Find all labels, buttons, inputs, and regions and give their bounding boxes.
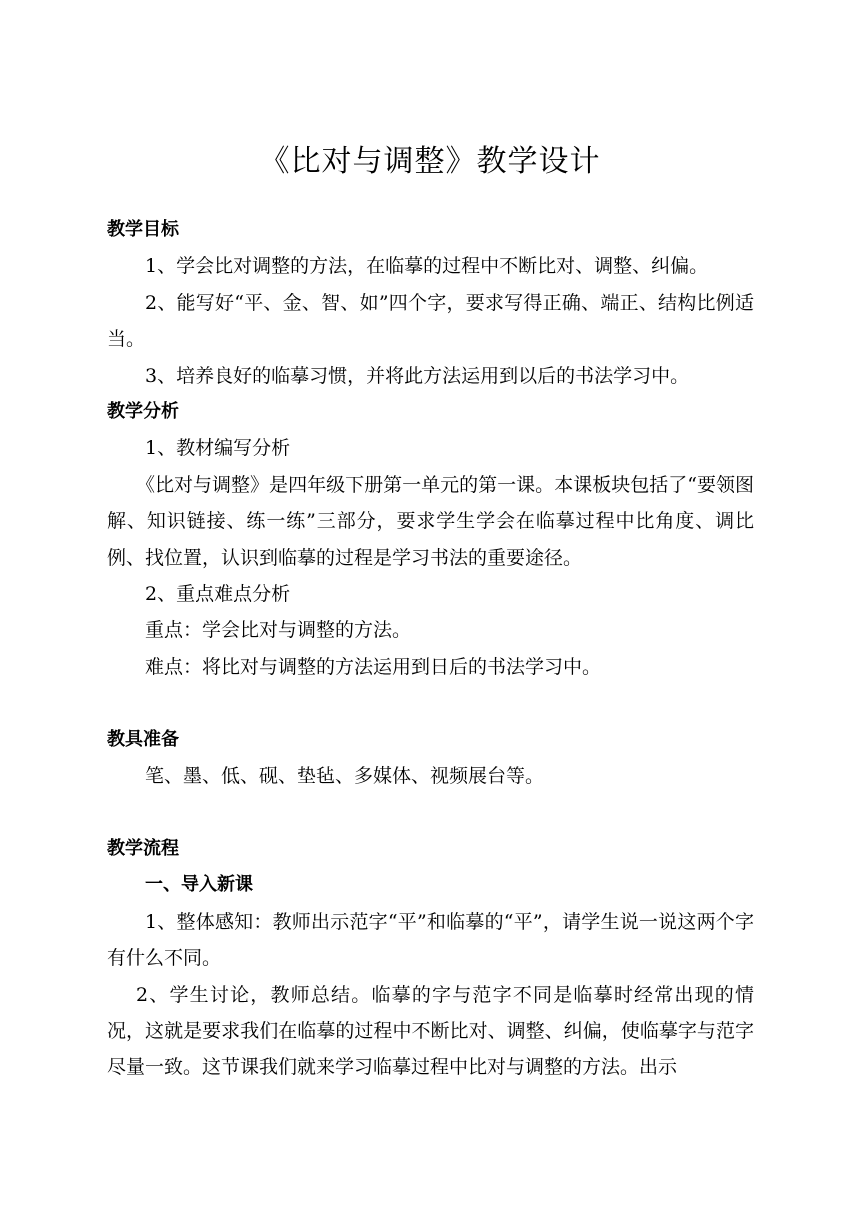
spacer: [107, 794, 754, 830]
process-heading: 教学流程: [107, 837, 179, 859]
process-paragraph-2: 2、学生讨论，教师总结。临摹的字与范字不同是临摹时经常出现的情况，这就是要求我们在临摹的过程中不断比对、调整、纠偏，使临摹字与范字尽量一致。这节课我们就来学习临摹过程中比对与调整的方法。出示: [107, 983, 754, 1079]
materials-heading: 教具准备: [107, 728, 179, 750]
analysis-heading: 教学分析: [107, 401, 179, 423]
document-title: 《比对与调整》教学设计: [259, 144, 601, 179]
objective-item-1: 1、学会比对调整的方法，在临摹的过程中不断比对、调整、纠偏。: [145, 255, 709, 278]
analysis-paragraph: 《比对与调整》是四年级下册第一单元的第一课。本课板块包括了“要领图解、知识链接、练一练”三部分，要求学生学会在临摹过程中比角度、调比例、找位置，认识到临摹的过程是学习书法的重要途径。: [107, 473, 754, 569]
objectives-heading: 教学目标: [107, 219, 179, 240]
key-point: 重点：学会比对与调整的方法。: [145, 619, 412, 642]
objective-item-3: 3、培养良好的临摹习惯，并将此方法运用到以后的书法学习中。: [145, 364, 690, 387]
objective-item-2: 2、能写好“平、金、智、如”四个字，要求写得正确、端正、结构比例适当。: [107, 291, 754, 351]
analysis-subheading-1: 1、教材编写分析: [145, 437, 291, 460]
spacer: [107, 685, 754, 721]
process-step-1: 一、导入新课: [145, 874, 253, 896]
materials-text: 笔、墨、低、砚、垫毡、多媒体、视频展台等。: [145, 765, 545, 788]
process-paragraph-1: 1、整体感知：教师出示范字“平”和临摹的“平”，请学生说一说这两个字有什么不同。: [107, 910, 754, 970]
document-body: [107, 212, 754, 1086]
difficulty-point: 难点：将比对与调整的方法运用到日后的书法学习中。: [145, 655, 602, 678]
analysis-subheading-2: 2、重点难点分析: [145, 583, 291, 606]
